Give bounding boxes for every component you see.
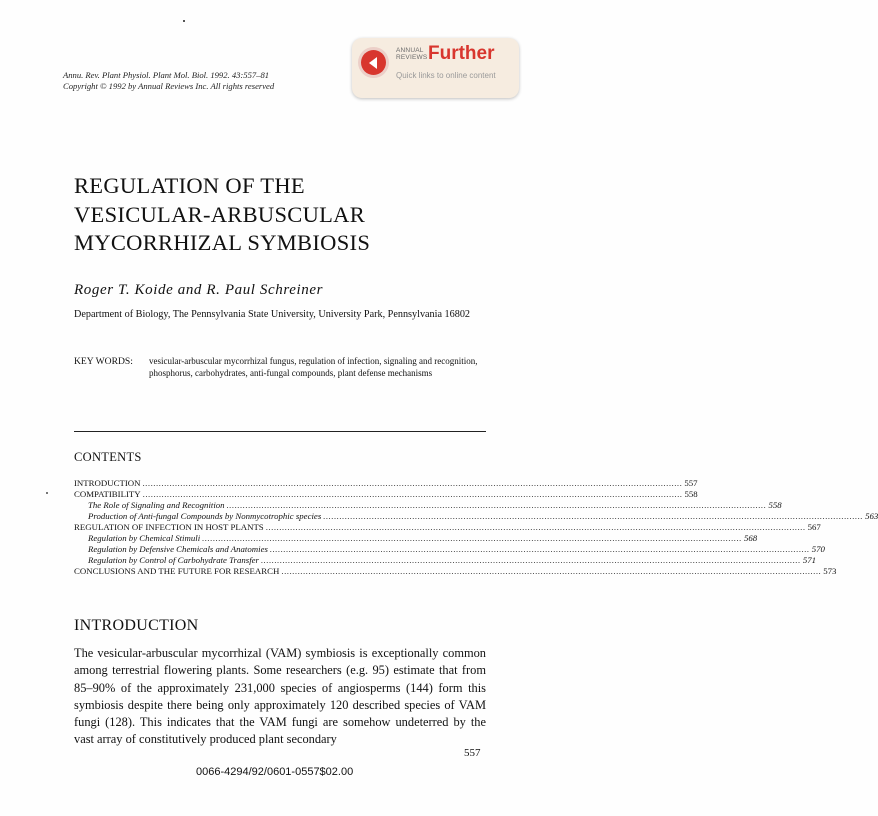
article-title <box>74 172 370 258</box>
toc-subentry[interactable] <box>74 533 758 544</box>
toc-subentry[interactable] <box>74 544 825 555</box>
table-of-contents <box>74 478 878 577</box>
toc-entry[interactable] <box>74 522 821 533</box>
toc-entry-page: 563 <box>865 511 878 521</box>
toc-subentry[interactable] <box>74 511 878 522</box>
toc-leader-dots: ........................................................................................................................................................................................................ <box>226 500 767 510</box>
logo-annual-text: ANNUAL <box>396 47 424 54</box>
toc-leader-dots: ........................................................................................................................................................................................................ <box>265 522 806 532</box>
contents-heading: CONTENTS <box>74 450 142 464</box>
introduction-heading: INTRODUCTION <box>74 617 199 634</box>
toc-entry-label: The Role of Signaling and Recognition <box>88 500 225 510</box>
toc-entry-page: 573 <box>823 566 837 576</box>
further-links-badge[interactable] <box>352 38 519 98</box>
copyright-line: Copyright © 1992 by Annual Reviews Inc. All rights reserved <box>63 81 275 91</box>
citation-line: Annu. Rev. Plant Physiol. Plant Mol. Biol. 1992. 43:557–81 <box>63 70 270 80</box>
section-divider <box>74 431 486 432</box>
toc-leader-dots: ........................................................................................................................................................................................................ <box>281 566 822 576</box>
toc-leader-dots: ........................................................................................................................................................................................................ <box>269 544 810 554</box>
scan-speck <box>46 492 48 494</box>
toc-entry-page: 557 <box>684 478 698 488</box>
toc-entry-label: Regulation by Control of Carbohydrate Transfer <box>88 555 259 565</box>
toc-entry-label: Production of Anti-fungal Compounds by Nonmycotrophic species <box>88 511 322 521</box>
toc-subentry[interactable] <box>74 555 817 566</box>
scan-speck <box>183 20 185 22</box>
toc-subentry[interactable] <box>74 500 782 511</box>
keywords: vesicular-arbuscular mycorrhizal fungus, regulation of infection, signaling and recognition, phosphorus, carbohydrates, anti-fungal compounds, plant defense mechanisms <box>149 356 478 378</box>
logo-reviews-text: REVIEWS <box>396 54 428 61</box>
toc-entry-page: 558 <box>684 489 698 499</box>
toc-entry-page: 568 <box>744 533 758 543</box>
authors: Roger T. Koide and R. Paul Schreiner <box>74 282 324 298</box>
affiliation: Department of Biology, The Pennsylvania State University, University Park, Pennsylvania 16802 <box>74 309 471 320</box>
toc-entry-label: Regulation by Defensive Chemicals and Anatomies <box>88 544 268 554</box>
title-line: VESICULAR-ARBUSCULAR <box>74 201 366 227</box>
toc-entry-page: 567 <box>807 522 821 532</box>
toc-entry-label: COMPATIBILITY <box>74 489 141 499</box>
keywords-label: KEY WORDS: <box>74 356 133 367</box>
toc-entry-label: INTRODUCTION <box>74 478 141 488</box>
toc-entry-label: CONCLUSIONS AND THE FUTURE FOR RESEARCH <box>74 566 280 576</box>
toc-leader-dots: ........................................................................................................................................................................................................ <box>142 478 683 488</box>
introduction-paragraph: The vesicular-arbuscular mycorrhizal (VAM) symbiosis is exceptionally common among terrestrial flowering plants. Some researchers (e.g. 95) estimate that from 85–90% of the approximately 231,000 species of angiosperms (144) form this symbiosis despite there being only approximately 120 described species of VAM fungi (128). This indicates that the VAM fungi are somehow undeterred by the vast array of constitutively produced plant secondary <box>74 646 486 747</box>
annual-reviews-logo <box>396 47 427 61</box>
further-tagline: Quick links to online content <box>396 71 496 80</box>
toc-leader-dots: ........................................................................................................................................................................................................ <box>323 511 864 521</box>
toc-entry[interactable] <box>74 478 698 489</box>
title-line: MYCORRHIZAL SYMBIOSIS <box>74 230 371 255</box>
toc-leader-dots: ........................................................................................................................................................................................................ <box>260 555 801 565</box>
back-arrow-icon <box>361 50 386 75</box>
toc-leader-dots: ........................................................................................................................................................................................................ <box>142 489 683 499</box>
journal-citation <box>63 70 274 92</box>
toc-entry-page: 570 <box>811 544 825 554</box>
title-line: REGULATION OF THE <box>74 173 305 198</box>
toc-entry[interactable] <box>74 489 698 500</box>
toc-entry-label: Regulation by Chemical Stimuli <box>88 533 201 543</box>
toc-leader-dots: ........................................................................................................................................................................................................ <box>202 533 742 543</box>
further-label: Further <box>428 43 495 64</box>
page-number: 557 <box>464 747 481 759</box>
toc-entry[interactable] <box>74 566 837 577</box>
article-code: 0066-4294/92/0601-0557$02.00 <box>196 766 354 778</box>
toc-entry-label: REGULATION OF INFECTION IN HOST PLANTS <box>74 522 264 532</box>
toc-entry-page: 571 <box>802 555 817 565</box>
toc-entry-page: 558 <box>768 500 782 510</box>
